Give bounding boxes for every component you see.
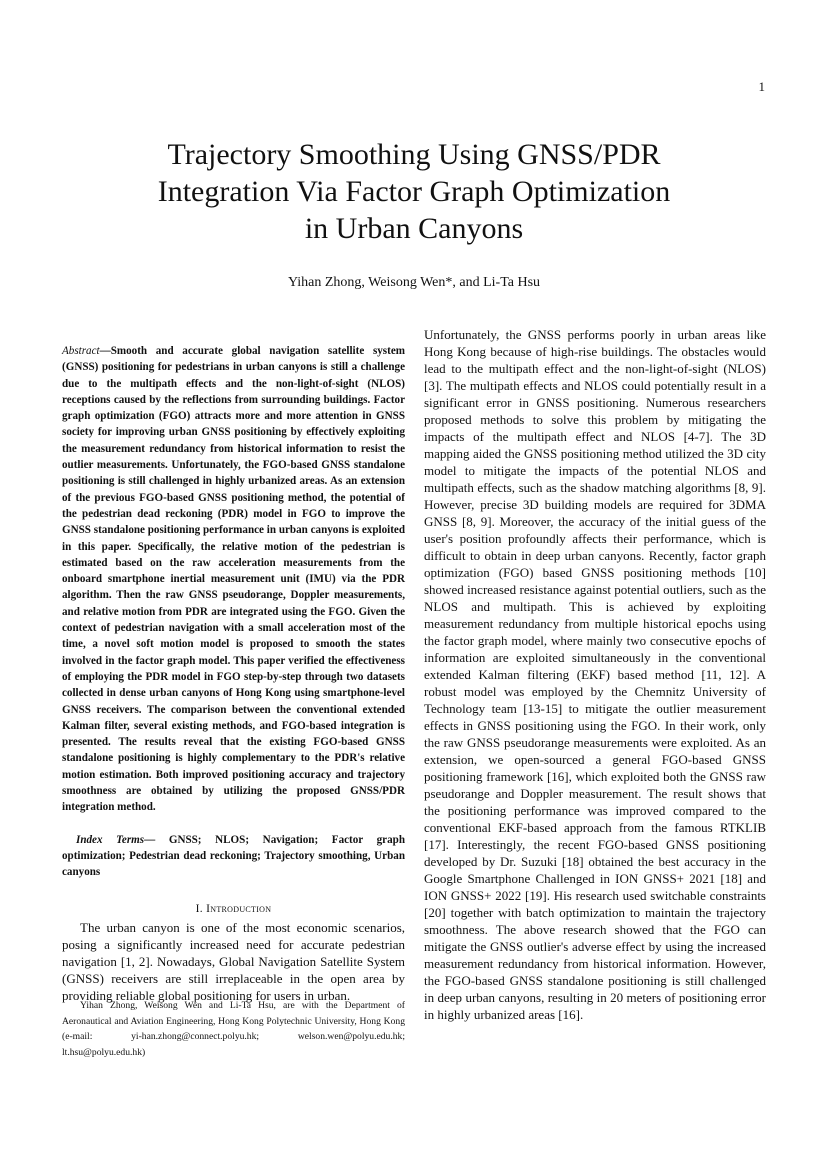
index-terms — [62, 832, 405, 881]
index-terms-label: Index Terms — [76, 833, 145, 846]
author-footnote: Yihan Zhong, Weisong Wen and Li-Ta Hsu, are with the Department of Aeronautical and Aviation Engineering, Hong Kong Polytechnic University, Hong Kong (e-mail: yi-han.zhong@connect.polyu.hk; welson.wen@polyu.edu.hk; lt.hsu@polyu.edu.hk) — [62, 1000, 405, 1058]
section-heading: I. Introduction — [195, 902, 272, 915]
left-column — [62, 343, 405, 1004]
author-list: Yihan Zhong, Weisong Wen*, and Li-Ta Hsu — [287, 275, 541, 290]
title-line: Integration Via Factor Graph Optimization — [157, 175, 671, 208]
intro-continuation: Unfortunately, the GNSS performs poorly in urban areas like Hong Kong because of high-rise buildings. The obstacles would lead to the multipath effect and the non-light-of-sight (NLOS) [3]. The multipath effects and NLOS could potentially result in a significant error in GNSS positioning. Numerous researchers proposed methods to solve this problem by mitigating the impacts of the multipath effect and NLOS [4-7]. The 3D mapping aided the GNSS positioning method utilized the 3D city model to mitigate the impacts of the potential NLOS and multipath effects, such as the shadow matching algorithms [8, 9]. However, precise 3D building models are required for 3DMA GNSS [8, 9]. Moreover, the accuracy of the initial guess of the user's position profoundly affects their performance, which is difficult to obtain in deep urban canyons. Recently, factor graph optimization (FGO) based GNSS positioning methods [10] showed increased resistance against potential outliers, such as the NLOS and multipath. This is achieved by exploiting measurement redundancy from multiple historical epochs using the factor graph model, where mainly two consecutive epochs of information are exploited simultaneously in the conventional extended Kalman filtering (EKF) based method [11, 12]. A robust model was employed by the Chemnitz University of Technology team [13-15] to mitigate the outlier measurement effects in GNSS positioning using the FGO. In their work, only the raw GNSS pseudorange measurements were exploited. As an extension, we open-sourced a general FGO-based GNSS positioning framework [16], which exploited both the GNSS raw pseudorange and Doppler measurement. The result shows that the positioning performance was improved compared to the conventional EKF-based approach from the famous RTKLIB [17]. Interestingly, the recent FGO-based GNSS positioning developed by Dr. Suzuki [18] obtained the best accuracy in the Google Smartphone Challenged in ION GNSS+ 2021 [18] and ION GNSS+ 2022 [19]. His research used switchable constraints [20] together with batch optimization to maintain the trajectory smoothness. The above research showed that the FGO can mitigate the GNSS outlier's adverse effect by using the increased measurement redundancy from historical information. However, the FGO-based GNSS standalone positioning is still challenged in deep urban canyons, resulting in 20 meters of positioning error in highly urbanized areas [16]. — [424, 327, 766, 1022]
title-line: in Urban Canyons — [304, 212, 524, 245]
index-terms-text: — GNSS; NLOS; Navigation; Factor graph optimization; Pedestrian dead reckoning; Trajectory smoothing, Urban canyons — [62, 833, 405, 879]
abstract — [62, 343, 405, 816]
intro-paragraph: The urban canyon is one of the most economic scenarios, posing a significantly increased need for accurate pedestrian navigation [1, 2]. Nowadays, Global Navigation Satellite System (GNSS) receivers are still irreplaceable in the open area by providing reliable global positioning for users in urban. — [62, 919, 405, 1003]
title-line: Trajectory Smoothing Using GNSS/PDR — [167, 138, 661, 171]
page-number: 1 — [758, 79, 765, 94]
abstract-label: Abstract — [62, 345, 100, 357]
paper-title — [60, 136, 768, 247]
abstract-text: —Smooth and accurate global navigation satellite system (GNSS) positioning for pedestrians in urban canyons is still a challenge due to the multipath effects and the non-light-of-sight (NLOS) receptions caused by the reflections from surrounding buildings. Factor graph optimization (FGO) attracts more and more attention in GNSS society for improving urban GNSS positioning by effectively exploiting the measurement redundancy from historical information to resist the outlier measurements. Unfortunately, the FGO-based GNSS standalone positioning is still challenged in highly urbanized areas. As an extension of the previous FGO-based GNSS positioning method, the potential of the pedestrian dead reckoning (PDR) model in FGO to improve the GNSS standalone positioning performance in urban canyons is exploited in this paper. Specifically, the relative motion of the pedestrian is estimated based on the raw acceleration measurements from the onboard smartphone inertial measurement unit (IMU) via the PDR algorithm. Then the raw GNSS pseudorange, Doppler measurements, and relative motion from PDR are integrated using the FGO. Given the context of pedestrian navigation with a small acceleration most of the time, a novel soft motion model is proposed to smooth the states involved in the factor graph model. This paper verified the effectiveness of employing the PDR model in FGO step-by-step through two datasets collected in dense urban canyons of Hong Kong using smartphone-level GNSS receivers. The comparison between the conventional extended Kalman filter, several existing methods, and FGO-based integration is presented. The results reveal that the existing FGO-based GNSS standalone positioning is highly complementary to the PDR's relative motion estimation. Both improved positioning accuracy and trajectory smoothness are obtained by utilizing the proposed GNSS/PDR integration method. — [62, 345, 405, 814]
right-column — [424, 326, 766, 1023]
